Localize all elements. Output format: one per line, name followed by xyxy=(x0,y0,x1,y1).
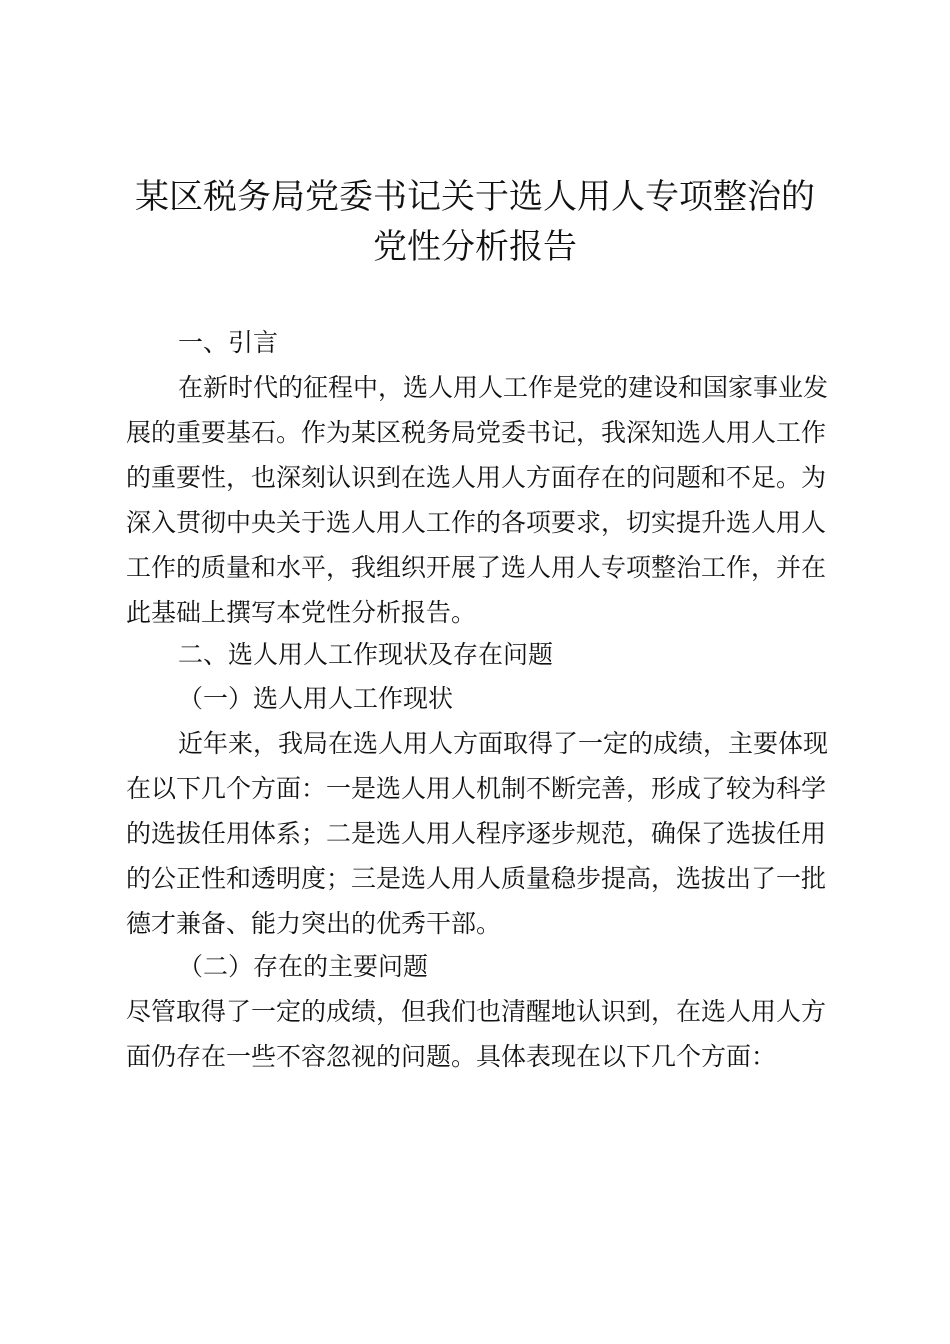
section-1-heading: 一、引言 xyxy=(178,328,279,357)
subsection-2-heading: （二）存在的主要问题 xyxy=(178,952,429,981)
section-1-paragraph: 在新时代的征程中，选人用人工作是党的建设和国家事业发展的重要基石。作为某区税务局党委书记，我深知选人用人工作的重要性，也深刻认识到在选人用人方面存在的问题和不足。为深入贯彻中央关于选人用人工作的各项要求，切实提升选人用人工作的质量和水平，我组织开展了选人用人专项整治工作，并在此基础上撰写本党性分析报告。 xyxy=(126,373,829,627)
subsection-1-heading: （一）选人用人工作现状 xyxy=(178,684,454,713)
section-2-heading: 二、选人用人工作现状及存在问题 xyxy=(178,640,554,669)
document-title-line-2: 党性分析报告 xyxy=(373,227,577,267)
subsection-1-paragraph: 近年来，我局在选人用人方面取得了一定的成绩，主要体现在以下几个方面：一是选人用人机制不断完善，形成了较为科学的选拔任用体系；二是选人用人程序逐步规范，确保了选拔任用的公正性和透明度；三是选人用人质量稳步提高，选拔出了一批德才兼备、能力突出的优秀干部。 xyxy=(126,729,829,938)
subsection-2-paragraph: 尽管取得了一定的成绩，但我们也清醒地认识到，在选人用人方面仍存在一些不容忽视的问题。具体表现在以下几个方面： xyxy=(126,997,827,1071)
document-title-line-1: 某区税务局党委书记关于选人用人专项整治的 xyxy=(135,177,815,217)
